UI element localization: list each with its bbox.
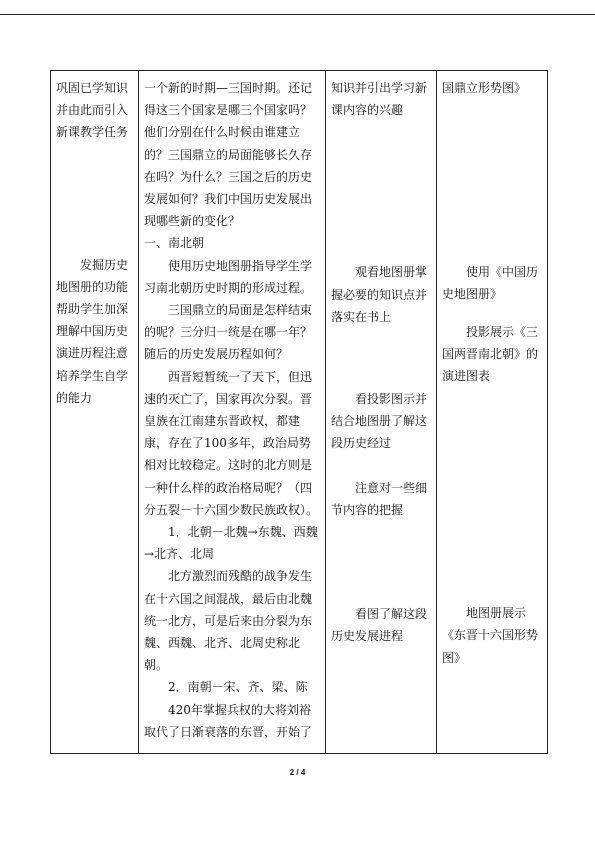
method-paragraph: 国鼎立形势图》 xyxy=(442,81,527,95)
content-paragraph: 西晋短暂统一了天下，但迅速的灭亡了，国家再次分裂。晋皇族在江南建东晋政权，都建康，存在了100多年，政治局势相对比较稳定。这时的北方则是一种什么样的政治格局呢？（四分五裂－十六国少数民族政权）。 xyxy=(144,369,319,517)
purpose-line: 新课教学任务 xyxy=(56,125,129,140)
method-paragraph: 地图册展示《东晋十六国形势图》 xyxy=(442,606,539,665)
teaching-purpose-cell xyxy=(51,71,139,754)
teaching-content-cell xyxy=(139,71,326,754)
lesson-plan-table xyxy=(50,70,548,754)
student-activity-cell xyxy=(326,71,437,754)
table-row xyxy=(51,71,548,754)
page-number: 2 / 4 xyxy=(289,768,306,777)
method-paragraph: 投影展示《三国两晋南北朝》的演进图表 xyxy=(442,324,539,384)
purpose-paragraph: 发掘历史地图册的功能帮助学生加深理解中国历史演进历程注意培养学生自学的能力 xyxy=(56,257,129,405)
purpose-line: 并由此而引入 xyxy=(56,103,129,118)
subsection-heading: 1．北朝－北魏→东魏、西魏→北齐、北周 xyxy=(144,525,318,562)
activity-paragraph: 看投影图示并结合地图册了解这段历史经过 xyxy=(331,392,428,451)
header-rule xyxy=(0,14,595,15)
purpose-line: 巩固已学知识 xyxy=(56,81,129,95)
teaching-method-cell xyxy=(437,71,548,754)
subsection-heading: 2．南朝－宋、齐、梁、陈 xyxy=(168,680,308,695)
content-paragraph: 北方激烈而残酷的战争发生在十六国之间混战，最后由北魏统一北方，可是后来由分裂为东魏、西魏、北齐、北周史称北朝。 xyxy=(144,569,313,673)
activity-paragraph: 注意对一些细节内容的把握 xyxy=(331,480,428,517)
content-paragraph: 三国鼎立的局面是怎样结束的呢？三分归一统是在哪一年？随后的历史发展历程如何？ xyxy=(144,303,313,362)
method-paragraph: 使用《中国历史地图册》 xyxy=(442,265,539,302)
content-paragraph: 420年掌握兵权的大将刘裕取代了日渐衰落的东晋，开始了 xyxy=(144,702,313,739)
content-paragraph: 使用历史地图册指导学生学习南北朝历史时期的形成过程。 xyxy=(144,258,313,295)
section-heading: 一、南北朝 xyxy=(144,236,205,251)
activity-paragraph: 观看地图册掌握必要的知识点并落实在书上 xyxy=(331,265,428,324)
content-paragraph: 一个新的时期—三国时期。还记得这三个国家是哪三个国家吗？他们分别在什么时候由谁建立的？三国鼎立的局面能够长久存在吗？为什么？三国之后的历史发展如何？我们中国历史发展出现哪些新的变化？ xyxy=(144,81,313,229)
activity-paragraph: 知识并引出学习新课内容的兴趣 xyxy=(331,81,428,118)
activity-paragraph: 看图了解这段历史发展进程 xyxy=(331,607,428,644)
